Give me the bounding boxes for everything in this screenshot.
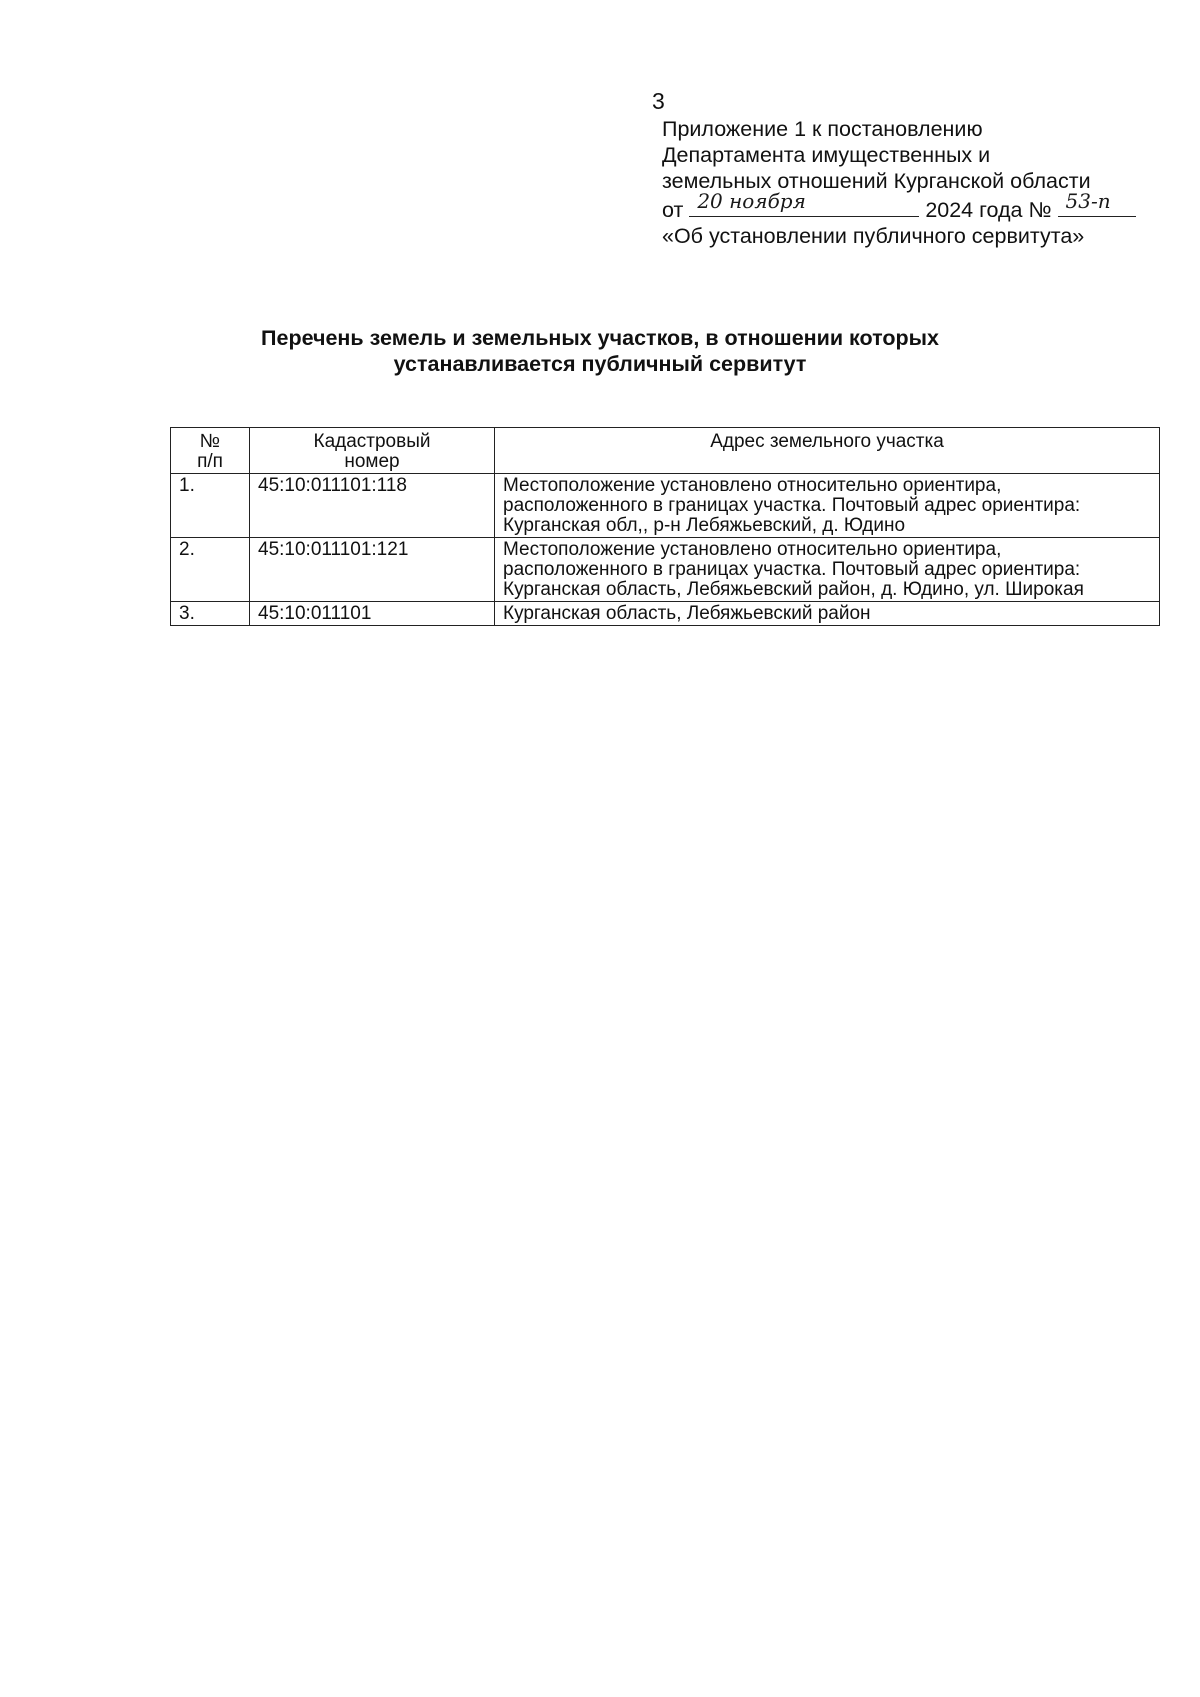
header-num [171, 428, 250, 474]
date-blank [689, 189, 919, 217]
cell-cadastral: 45:10:011101:118 [250, 474, 495, 538]
handwritten-number: 53-п [1065, 189, 1111, 213]
header-cadastral [250, 428, 495, 474]
address-line: Местоположение установлено относительно ориентира, [503, 539, 1002, 560]
header-cad-line-2: номер [344, 451, 400, 472]
cell-cadastral: 45:10:011101:121 [250, 538, 495, 602]
cell-address [495, 474, 1160, 538]
appendix-line-5: «Об установлении публичного сервитута» [662, 224, 1085, 248]
address-line: Местоположение установлено относительно ориентира, [503, 475, 1002, 496]
header-cad-line-1: Кадастровый [313, 431, 431, 452]
cell-num: 1. [171, 474, 250, 538]
address-line: расположенного в границах участка. Почтовый адрес ориентира: [503, 495, 1081, 516]
header-address [495, 428, 1160, 474]
address-line: Курганская область, Лебяжьевский район, д. Юдино, ул. Широкая [503, 579, 1084, 600]
handwritten-date: 20 ноября [697, 189, 806, 213]
document-title [170, 325, 1030, 377]
title-line-2: устанавливается публичный сервитут [393, 352, 807, 376]
cell-address [495, 602, 1160, 626]
title-line-1: Перечень земель и земельных участков, в отношении которых [261, 326, 939, 350]
page-number: 3 [652, 88, 665, 114]
table-row [171, 474, 1160, 538]
header-address-text: Адрес земельного участка [710, 431, 944, 452]
appendix-header [662, 116, 1182, 249]
appendix-line-1: Приложение 1 к постановлению [662, 117, 983, 141]
cell-num: 3. [171, 602, 250, 626]
number-blank [1058, 189, 1136, 217]
date-prefix: от [662, 198, 684, 222]
address-line: Курганская область, Лебяжьевский район [503, 603, 871, 624]
cell-cadastral: 45:10:011101 [250, 602, 495, 626]
header-num-line-2: п/п [197, 451, 223, 472]
year-text: 2024 года № [925, 198, 1052, 222]
appendix-line-2: Департамента имущественных и [662, 143, 991, 167]
table-row [171, 602, 1160, 626]
appendix-line-3: земельных отношений Курганской области [662, 169, 1091, 193]
cell-address [495, 538, 1160, 602]
address-line: расположенного в границах участка. Почтовый адрес ориентира: [503, 559, 1081, 580]
header-num-line-1: № [199, 431, 221, 452]
table-header-row [171, 428, 1160, 474]
appendix-date-line [662, 189, 1182, 223]
land-plots-table [170, 427, 1160, 626]
address-line: Курганская обл,, р-н Лебяжьевский, д. Юдино [503, 515, 906, 536]
cell-num: 2. [171, 538, 250, 602]
table-row [171, 538, 1160, 602]
